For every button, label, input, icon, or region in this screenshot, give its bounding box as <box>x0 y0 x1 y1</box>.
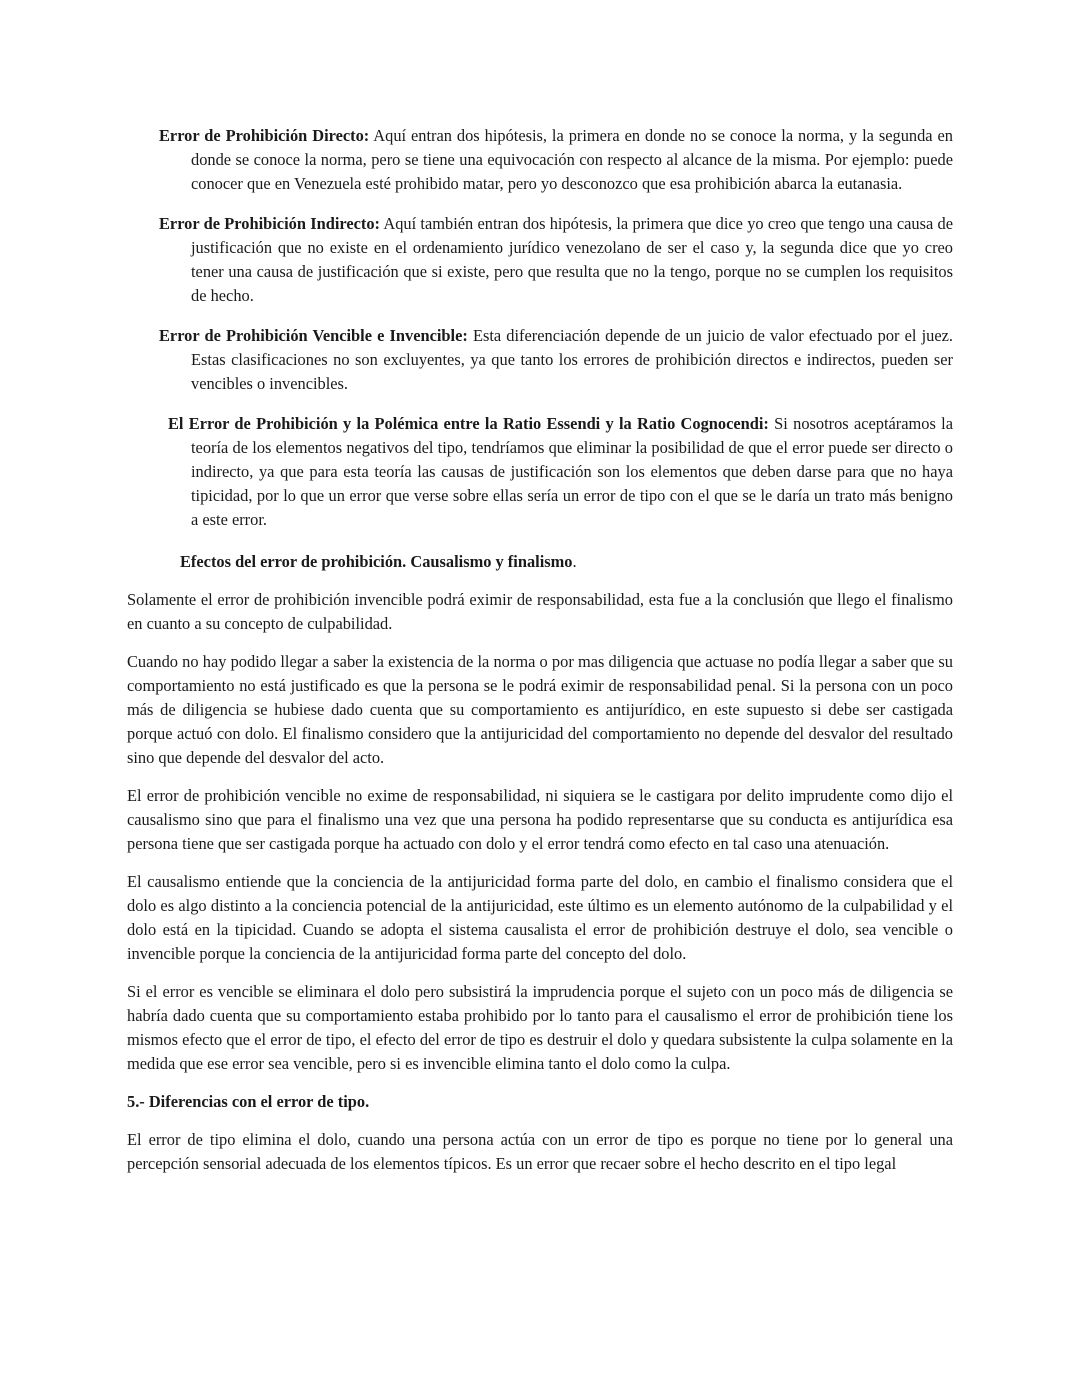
definition-term: Error de Prohibición Vencible e Invencible: <box>159 326 468 345</box>
definition-text: Aquí entran dos hipótesis, la primera en donde no se conoce la norma, y la segunda en donde se conoce la norma, pero se tiene una equivocación con respecto al alcance de la misma. Por ejemplo: puede conocer que en Venezuela esté prohibido matar, pero yo desconozco que esa prohibición abarca la eutanasia. <box>191 126 953 193</box>
body-paragraph: Solamente el error de prohibición invencible podrá eximir de responsabilidad, esta fue a la conclusión que llego el finalismo en cuanto a su concepto de culpabilidad. <box>127 590 953 633</box>
definition-text: Si nosotros aceptáramos la teoría de los elementos negativos del tipo, tendríamos que eliminar la posibilidad de que el error puede ser directo o indirecto, ya que para esta teoría las causas de justificación son los elementos que deben darse para que no haya tipicidad, por lo que un error que verse sobre ellas sería un error de tipo con el que se le daría un trato más benigno a este error. <box>191 414 953 529</box>
subheading-period: . <box>572 552 577 571</box>
body-paragraph: El causalismo entiende que la conciencia de la antijuricidad forma parte del dolo, en cambio el finalismo considera que el dolo es algo distinto a la conciencia potencial de la antijuricidad, este último es un elemento autónomo de la culpabilidad y el dolo está en la tipicidad. Cuando se adopta el sistema causalista el error de prohibición destruye el dolo, sea vencible o invencible porque la conciencia de la antijuricidad forma parte del concepto del dolo. <box>127 872 953 963</box>
document-page <box>127 124 953 1190</box>
section-heading: 5.- Diferencias con el error de tipo. <box>127 1092 370 1111</box>
body-paragraph: Si el error es vencible se eliminara el dolo pero subsistirá la imprudencia porque el sujeto con un poco más de diligencia se habría dado cuenta que su comportamiento estaba prohibido por lo tanto para el causalismo el error de prohibición tiene los mismos efecto que el error de tipo, el efecto del error de tipo es destruir el dolo y quedara subsistente la culpa solamente en la medida que ese error sea vencible, pero si es invencible elimina tanto el dolo como la culpa. <box>127 982 953 1073</box>
definition-term: Error de Prohibición Indirecto: <box>159 214 381 233</box>
subheading-effects <box>180 550 953 574</box>
definition-text: Esta diferenciación depende de un juicio de valor efectuado por el juez. Estas clasificaciones no son excluyentes, ya que tanto los errores de prohibición directos e indirectos, pueden ser vencibles o invencibles. <box>191 326 953 393</box>
definition-direct-error <box>127 124 953 196</box>
definition-text: Aquí también entran dos hipótesis, la primera que dice yo creo que tengo una causa de justificación que no existe en el ordenamiento jurídico venezolano de ser el caso y, la segunda dice que yo creo tener una causa de justificación que si existe, pero que resulta que no la tengo, porque no se cumplen los requisitos de hecho. <box>191 214 953 305</box>
subheading-text: Efectos del error de prohibición. Causalismo y finalismo <box>180 552 573 571</box>
definition-term: El Error de Prohibición y la Polémica entre la Ratio Essendi y la Ratio Cognocendi: <box>168 414 769 433</box>
body-paragraph: El error de prohibición vencible no exime de responsabilidad, ni siquiera se le castigara por delito imprudente como dijo el causalismo sino que para el finalismo una vez que una persona ha podido representarse que su conducta es antijurídica esa persona tiene que ser castigada porque ha actuado con dolo y el error tendrá como efecto en tal caso una atenuación. <box>127 786 953 853</box>
definition-ratio-polemic <box>127 412 953 532</box>
definition-vencible-invencible <box>127 324 953 396</box>
definition-indirect-error <box>127 212 953 308</box>
body-paragraph: Cuando no hay podido llegar a saber la existencia de la norma o por mas diligencia que actuase no podía llegar a saber que su comportamiento no está justificado es que la persona se le podrá eximir de responsabilidad penal. Si la persona con un poco más de diligencia se hubiese dado cuenta que su comportamiento es antijurídico, en este supuesto si debe ser castigada porque actuó con dolo. El finalismo considero que la antijuricidad del comportamiento no depende del desvalor del resultado sino que depende del desvalor del acto. <box>127 652 953 767</box>
definition-term: Error de Prohibición Directo: <box>159 126 370 145</box>
body-paragraph-final: El error de tipo elimina el dolo, cuando una persona actúa con un error de tipo es porque no tiene por lo general una percepción sensorial adecuada de los elementos típicos. Es un error que recaer sobre el hecho descrito en el tipo legal <box>127 1130 953 1173</box>
